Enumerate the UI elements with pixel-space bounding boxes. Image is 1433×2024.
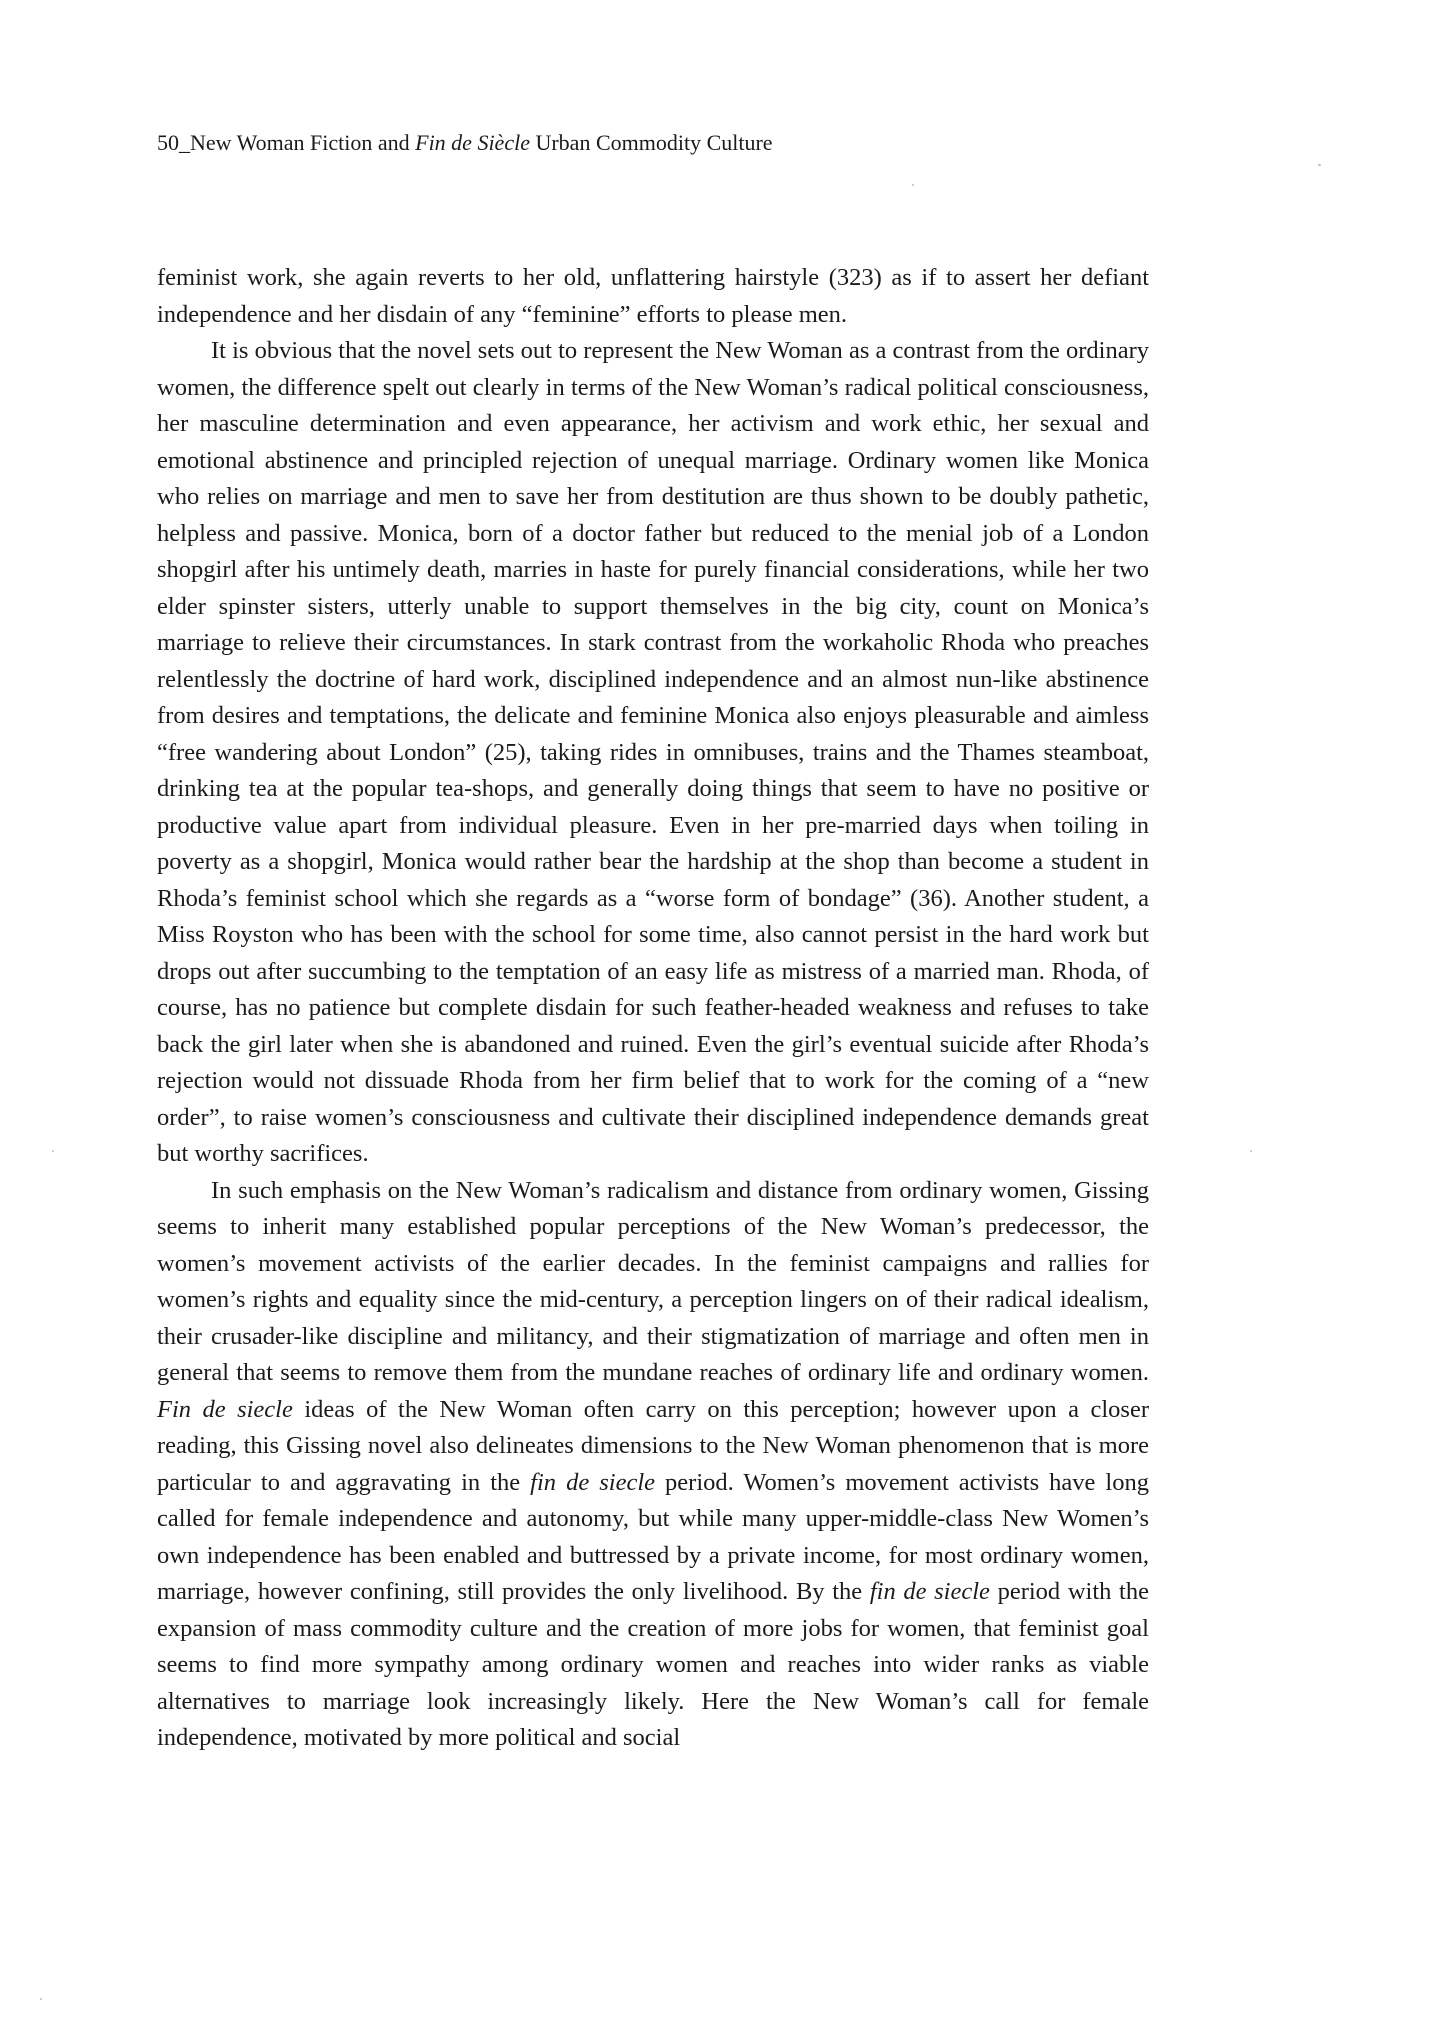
text-run: period. Women’s movement activists have long called for female independence and autonomy, but while many upper-middle-class New Women’s own independence has been enabled and buttressed by a private income, for most ordinary women, marriage, however confining, still provides the only livelihood. By the xyxy=(157,1468,1149,1605)
page-number: 50 xyxy=(157,130,179,155)
text-run: It is obvious that the novel sets out to represent the New Woman as a contrast from the ordinary women, the difference spelt out clearly in terms of the New Woman’s radical political consciousness, her masculine determination and even appearance, her activism and work ethic, her sexual and emotional abstinence and principled rejection of unequal marriage. Ordinary women like Monica who relies on marriage and men to save her from destitution are thus shown to be doubly pathetic, helpless and passive. Monica, born of a doctor father but reduced to the menial job of a London shopgirl after his untimely death, marries in haste for purely financial considerations, while her two elder spinster sisters, utterly unable to support themselves in the big city, count on Monica’s marriage to relieve their circumstances. In stark contrast from the workaholic Rhoda who preaches relentlessly the doctrine of hard work, disciplined independence and an almost nun-like abstinence from desires and temptations, the delicate and feminine Monica also enjoys pleasurable and aimless “free wandering about London” (25), taking rides in omnibuses, trains and the Thames steamboat, drinking tea at the popular tea-shops, and generally doing things that seem to have no positive or productive value apart from individual pleasure. Even in her pre-married days when toiling in poverty as a shopgirl, Monica would rather bear the hardship at the shop than become a student in Rhoda’s feminist school which she regards as a “worse form of bondage” (36). Another student, a Miss Royston who has been with the school for some time, also cannot persist in the hard work but drops out after succumbing to the temptation of an easy life as mistress of a married man. Rhoda, of course, has no patience but complete disdain for such feather-headed weakness and refuses to take back the girl later when she is abandoned and ruined. Even the girl’s eventual suicide after Rhoda’s rejection would not dissuade Rhoda from her firm belief that to work for the coming of a “new order”, to raise women’s consciousness and cultivate their disciplined independence demands great but worthy sacrifices. xyxy=(157,337,1149,1167)
scan-speck xyxy=(1318,164,1321,166)
paragraph xyxy=(157,333,1149,1173)
scan-speck xyxy=(52,1150,54,1152)
italic-run: Fin de siecle xyxy=(157,1395,293,1423)
text-run: In such emphasis on the New Woman’s radicalism and distance from ordinary women, Gissing seems to inherit many established popular perceptions of the New Woman’s predecessor, the women’s movement activists of the earlier decades. In the feminist campaigns and rallies for women’s rights and equality since the mid-century, a perception lingers on of their radical idealism, their crusader-like discipline and militancy, and their stigmatization of marriage and often men in general that seems to remove them from the mundane reaches of ordinary life and ordinary women. xyxy=(157,1176,1149,1386)
italic-run: fin de siecle xyxy=(869,1578,990,1605)
paragraph xyxy=(157,260,1149,333)
running-head-title-italic: Fin de Siècle xyxy=(415,130,530,155)
running-head: 50_New Woman Fiction and Fin de Siècle Urban Commodity Culture xyxy=(157,130,773,155)
text-run: ideas of the New Woman often carry on this perception; however upon a closer reading, this Gissing novel also delineates dimensions to the New Woman phenomenon that is more particular to and aggravating in the xyxy=(157,1395,1149,1496)
italic-run: fin de siecle xyxy=(530,1468,656,1496)
text-run: period with the expansion of mass commodity culture and the creation of more jobs for women, that feminist goal seems to find more sympathy among ordinary women and reaches into wider ranks as viable alternatives to marriage look increasingly likely. Here the New Woman’s call for female independence, motivated by more political and social xyxy=(157,1578,1149,1751)
scan-speck xyxy=(912,184,914,186)
body-text xyxy=(157,260,1149,1757)
running-head-title-start: New Woman Fiction and xyxy=(190,130,416,155)
running-head-title-end: Urban Commodity Culture xyxy=(529,130,773,155)
paragraph xyxy=(157,1173,1149,1757)
scan-speck xyxy=(1250,1150,1252,1152)
text-run: feminist work, she again reverts to her old, unflattering hairstyle (323) as if to assert her defiant independence and her disdain of any “feminine” efforts to please men. xyxy=(157,264,1149,328)
scan-speck xyxy=(40,1998,42,2000)
